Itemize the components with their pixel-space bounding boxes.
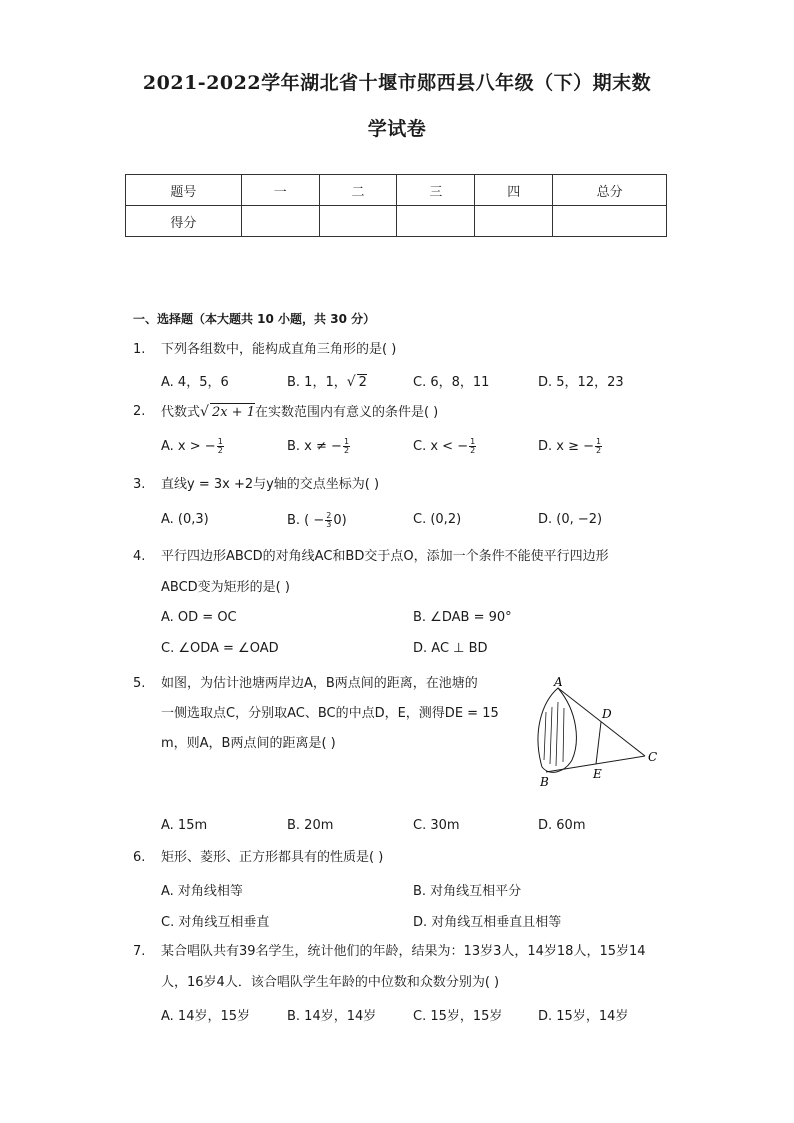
sqrt-symbol: √ — [346, 374, 356, 390]
question-number: 1. — [133, 342, 146, 357]
q7-option-c[interactable]: C. 15岁，15岁 — [413, 1009, 503, 1024]
score-header-cell: 题号 — [126, 175, 242, 206]
sqrt-symbol: √ — [200, 404, 209, 420]
q6-option-d[interactable]: D. 对角线互相垂直且相等 — [413, 915, 562, 930]
q2-option-a[interactable] — [161, 438, 225, 455]
question-stem: 人，16岁4人．该合唱队学生年龄的中位数和众数分别为( ) — [161, 975, 500, 990]
numerator: 1 — [217, 437, 223, 446]
score-cell[interactable] — [241, 206, 319, 237]
score-header-cell: 三 — [397, 175, 475, 206]
option-text: 0) — [333, 513, 347, 528]
label-d: D — [602, 707, 612, 721]
section-heading: 一、选择题（本大题共 10 小题，共 30 分） — [133, 312, 376, 326]
score-table-header-row — [126, 175, 667, 206]
question-number: 3. — [133, 477, 146, 492]
pond-hatch — [556, 702, 558, 766]
question-number: 4. — [133, 549, 146, 564]
q3-option-d[interactable]: D. (0, −2) — [538, 512, 603, 527]
q5-option-b[interactable]: B. 20m — [287, 818, 334, 833]
q4-option-c[interactable]: C. ∠ODA = ∠OAD — [161, 641, 279, 656]
score-header-cell: 二 — [319, 175, 397, 206]
question-stem: ABCD变为矩形的是( ) — [161, 580, 290, 595]
numerator: 1 — [470, 437, 476, 446]
numerator: 2 — [326, 511, 332, 520]
score-header-cell: 总分 — [553, 175, 667, 206]
q7-option-a[interactable]: A. 14岁，15岁 — [161, 1009, 251, 1024]
pond-hatch — [544, 712, 546, 760]
question-stem: 如图，为估计池塘两岸边A，B两点间的距离，在池塘的 — [161, 676, 478, 691]
question-7 — [133, 943, 646, 961]
option-text: C. x < − — [413, 439, 469, 454]
fraction — [217, 438, 224, 455]
score-header-cell: 一 — [241, 175, 319, 206]
pond-hatch — [550, 707, 552, 764]
question-5 — [133, 675, 478, 693]
label-a: A — [554, 675, 563, 689]
q4-option-a[interactable]: A. OD = OC — [161, 610, 237, 625]
q4-option-d[interactable]: D. AC ⊥ BD — [413, 641, 488, 656]
q6-option-c[interactable]: C. 对角线互相垂直 — [161, 915, 270, 930]
title-line-2: 学试卷 — [367, 118, 427, 140]
segment-de — [596, 722, 601, 764]
q1-option-d[interactable]: D. 5，12，23 — [538, 375, 624, 390]
score-cell[interactable] — [319, 206, 397, 237]
question-stem: 下列各组数中，能构成直角三角形的是( ) — [161, 342, 397, 357]
denominator: 2 — [217, 446, 223, 455]
q2-option-c[interactable] — [413, 438, 477, 455]
q3-option-a[interactable]: A. (0,3) — [161, 512, 209, 527]
fraction — [595, 438, 602, 455]
question-stem: 直线y = 3x +2与y轴的交点坐标为( ) — [161, 477, 380, 492]
question-stem: 一侧选取点C，分别取AC、BC的中点D，E，测得DE = 15 — [161, 706, 499, 721]
question-2 — [133, 403, 439, 421]
score-table-score-row — [126, 206, 667, 237]
q6-option-b[interactable]: B. 对角线互相平分 — [413, 884, 522, 899]
denominator: 3 — [326, 520, 332, 529]
option-text: B. x ≠ − — [287, 439, 342, 454]
score-cell[interactable] — [553, 206, 667, 237]
q3-option-b[interactable] — [287, 512, 347, 529]
q5-option-a[interactable]: A. 15m — [161, 818, 208, 833]
fraction — [343, 438, 350, 455]
q5-option-c[interactable]: C. 30m — [413, 818, 460, 833]
stem-text: 代数式 — [161, 405, 201, 420]
denominator: 2 — [596, 446, 602, 455]
question-number: 2. — [133, 404, 146, 419]
score-header-cell: 四 — [475, 175, 553, 206]
label-c: C — [648, 750, 658, 764]
q5-option-d[interactable]: D. 60m — [538, 818, 586, 833]
q1-option-c[interactable]: C. 6，8，11 — [413, 375, 490, 390]
question-4 — [133, 548, 609, 566]
option-text: A. x > − — [161, 439, 216, 454]
denominator: 2 — [470, 446, 476, 455]
question-number: 6. — [133, 850, 146, 865]
question-3 — [133, 476, 380, 494]
question-stem: 平行四边形ABCD的对角线AC和BD交于点O，添加一个条件不能使平行四边形 — [161, 549, 609, 564]
q7-option-b[interactable]: B. 14岁，14岁 — [287, 1009, 377, 1024]
question-number: 7. — [133, 944, 146, 959]
stem-text: 在实数范围内有意义的条件是( ) — [254, 405, 439, 420]
label-b: B — [540, 775, 549, 789]
pond-triangle-figure — [520, 672, 670, 792]
question-1 — [133, 341, 397, 359]
score-cell[interactable] — [397, 206, 475, 237]
option-text: D. x ≥ − — [538, 439, 595, 454]
question-stem: 某合唱队共有39名学生，统计他们的年龄，结果为：13岁3人，14岁18人，15岁14 — [161, 944, 646, 959]
option-b-text: B. 1，1， — [287, 375, 347, 390]
fraction — [325, 512, 332, 529]
title-line-1: 2021-2022学年湖北省十堰市郧西县八年级（下）期末数 — [142, 72, 652, 94]
numerator: 1 — [343, 437, 350, 446]
q4-option-b[interactable]: B. ∠DAB = 90° — [413, 610, 512, 625]
q3-option-c[interactable]: C. (0,2) — [413, 512, 462, 527]
question-6 — [133, 849, 384, 867]
radicand: 2x + 1 — [211, 405, 255, 420]
q1-option-b[interactable] — [287, 371, 367, 390]
numerator: 1 — [596, 437, 602, 446]
side-ac — [558, 688, 645, 756]
score-table — [125, 174, 667, 237]
fraction — [469, 438, 476, 455]
question-stem: m，则A，B两点间的距离是( ) — [161, 736, 336, 751]
score-row-label: 得分 — [126, 206, 242, 237]
pond-hatch — [563, 708, 564, 762]
score-cell[interactable] — [475, 206, 553, 237]
question-stem — [161, 403, 438, 422]
label-e: E — [593, 767, 602, 781]
question-stem: 矩形、菱形、正方形都具有的性质是( ) — [161, 850, 384, 865]
question-number: 5. — [133, 676, 146, 691]
q2-option-b[interactable] — [287, 438, 351, 455]
q1-option-a[interactable]: A. 4，5，6 — [161, 375, 229, 390]
option-text: B. ( − — [287, 513, 325, 528]
denominator: 2 — [343, 446, 350, 455]
q7-option-d[interactable]: D. 15岁，14岁 — [538, 1009, 629, 1024]
q2-option-d[interactable] — [538, 438, 603, 455]
q6-option-a[interactable]: A. 对角线相等 — [161, 884, 243, 899]
radicand: 2 — [358, 375, 367, 390]
